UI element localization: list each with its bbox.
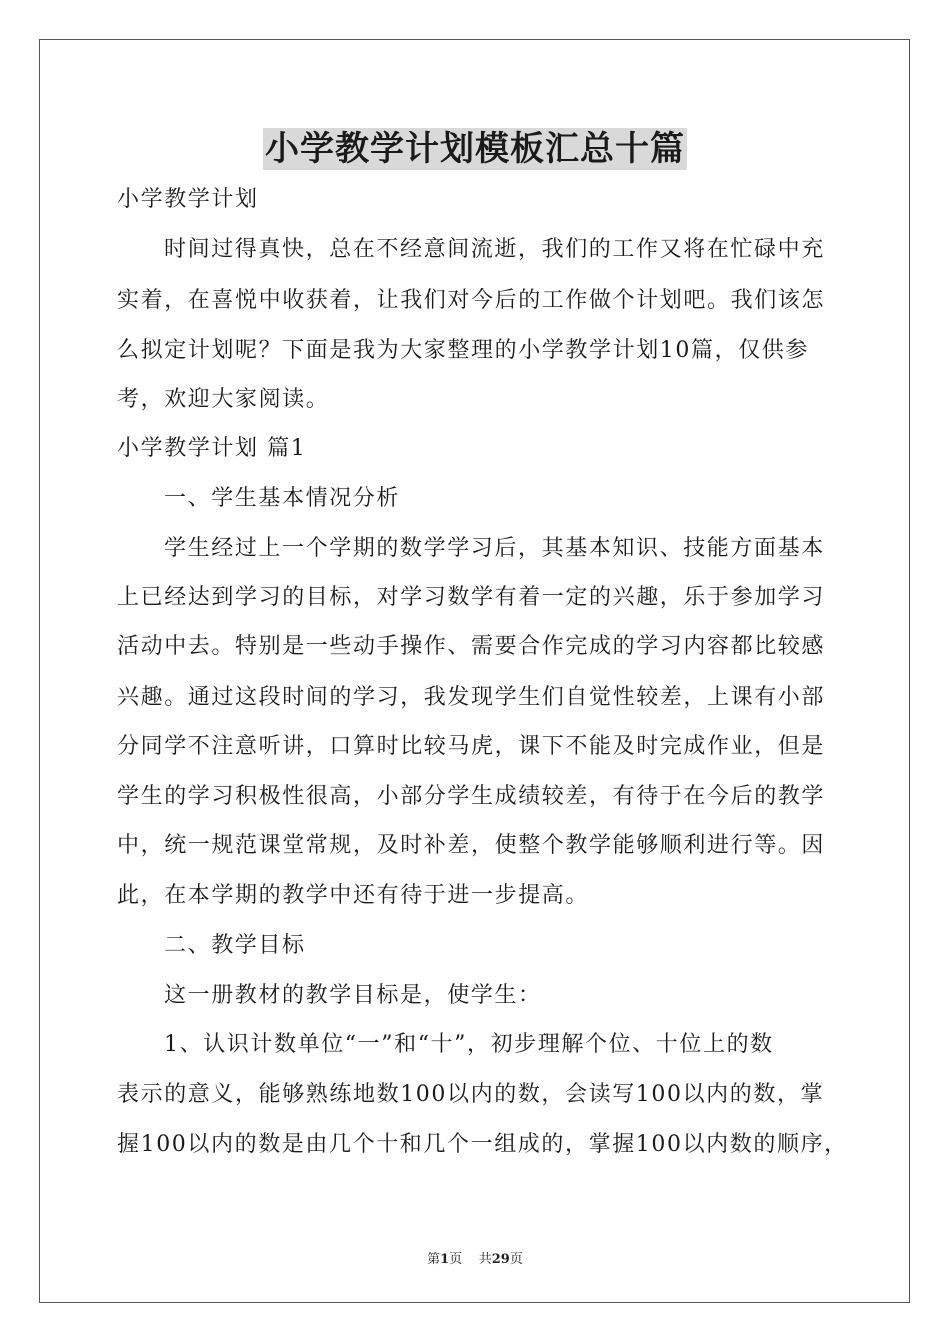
- part1-line-7: 中，统一规范课堂常规，及时补差，使整个教学能够顺利进行等。因: [117, 833, 826, 858]
- subtitle: 小学教学计划: [117, 187, 259, 212]
- part1-line-5: 分同学不注意听讲，口算时比较马虎，课下不能及时完成作业，但是: [117, 734, 826, 759]
- title-wrap: [0, 128, 950, 170]
- footer-page-prefix: 第: [427, 1252, 441, 1267]
- part2-intro: 这一册教材的教学目标是，使学生：: [164, 983, 542, 1008]
- footer-page-number: 1: [440, 1252, 450, 1267]
- part1-heading: 一、学生基本情况分析: [164, 486, 401, 511]
- part1-line-2: 上已经达到学习的目标，对学习数学有着一定的兴趣，乐于参加学习: [117, 585, 826, 610]
- intro-line-4: 考，欢迎大家阅读。: [117, 387, 330, 412]
- section-heading: 小学教学计划 篇1: [117, 436, 307, 461]
- part2-item1-line-1: 1、认识计数单位“一”和“十”，初步理解个位、十位上的数: [164, 1032, 774, 1057]
- footer-total-number: 29: [491, 1252, 510, 1267]
- part1-line-4: 兴趣。通过这段时间的学习，我发现学生们自觉性较差，上课有小部: [117, 685, 826, 710]
- part2-heading: 二、教学目标: [164, 933, 306, 958]
- part1-line-1: 学生经过上一个学期的数学学习后，其基本知识、技能方面基本: [164, 536, 825, 561]
- page-footer: [0, 1248, 950, 1267]
- intro-line-2: 实着，在喜悦中收获着，让我们对今后的工作做个计划吧。我们该怎: [117, 288, 826, 313]
- intro-line-3: 么拟定计划呢？下面是我为大家整理的小学教学计划10篇，仅供参: [117, 338, 809, 363]
- part1-line-6: 学生的学习积极性很高，小部分学生成绩较差，有待于在今后的教学: [117, 784, 826, 809]
- part2-item1-line-3: 握100以内的数是由几个十和几个一组成的，掌握100以内数的顺序，: [117, 1132, 848, 1157]
- page-frame: [39, 39, 910, 1303]
- part2-item1-line-2: 表示的意义，能够熟练地数100以内的数，会读写100以内的数，掌: [117, 1082, 825, 1107]
- document-title: 小学教学计划模板汇总十篇: [265, 129, 685, 169]
- footer-page-suffix: 页: [449, 1252, 463, 1267]
- footer-total-suffix: 页: [509, 1252, 523, 1267]
- intro-line-1: 时间过得真快，总在不经意间流逝，我们的工作又将在忙碌中充: [164, 237, 825, 262]
- part1-line-8: 此，在本学期的教学中还有待于进一步提高。: [117, 883, 590, 908]
- part1-line-3: 活动中去。特别是一些动手操作、需要合作完成的学习内容都比较感: [117, 634, 826, 659]
- footer-total-prefix: 共: [478, 1252, 492, 1267]
